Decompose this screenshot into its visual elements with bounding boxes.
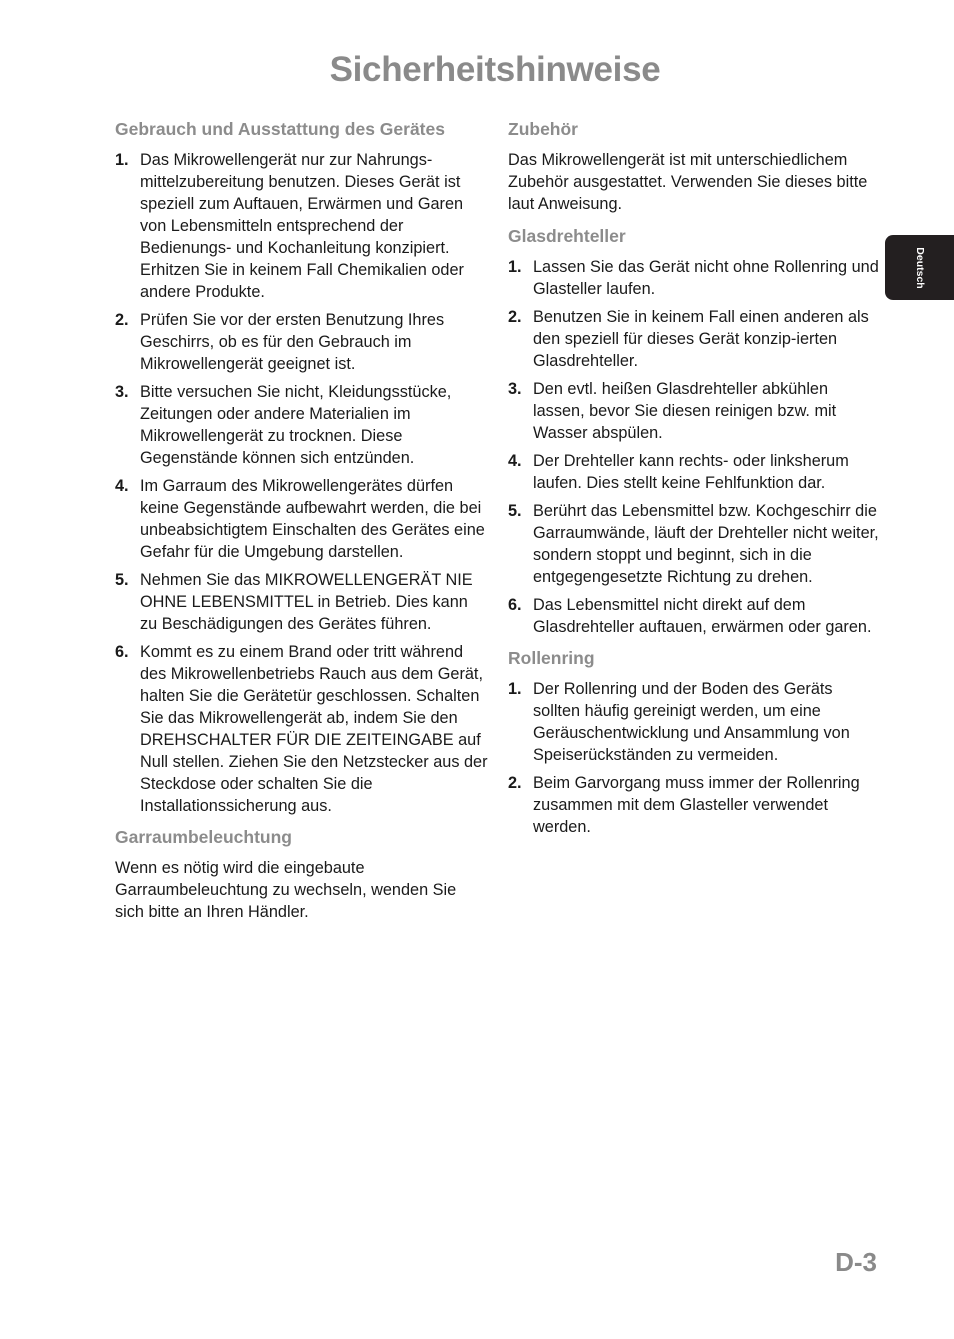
page-title: Sicherheitshinweise <box>329 50 661 89</box>
list-number: 2. <box>508 308 522 326</box>
list-number: 1. <box>508 680 522 698</box>
right-column <box>508 115 880 844</box>
list-number: 2. <box>508 774 522 792</box>
list-text: Das Mikrowellengerät nur zur Nahrungs-mittelzubereitung benutzen. Dieses Gerät ist speziell zum Auftauen, Erwärmen und Garen von Lebensmitteln entsprechend der Bedienungs- und Kochanleitung konzipiert. Erhitzen Sie in keinem Fall Chemikalien oder andere Produkte. <box>140 151 464 301</box>
list-number: 1. <box>508 258 522 276</box>
list-text: Den evtl. heißen Glasdrehteller abkühlen lassen, bevor Sie diesen reinigen bzw. mit Wasser abspülen. <box>533 380 837 442</box>
list-number: 1. <box>115 151 129 169</box>
list-text: Berührt das Lebensmittel bzw. Kochgeschirr die Garraumwände, läuft der Drehteller nicht weiter, sondern stoppt und beginnt, sich in die entgegengesetzte Richtung zu drehen. <box>533 502 879 586</box>
list-item <box>115 569 489 635</box>
list-item <box>508 772 880 838</box>
list-text: Der Drehteller kann rechts- oder linksherum laufen. Dies stellt keine Fehlfunktion dar. <box>533 452 849 492</box>
list-text: Das Lebensmittel nicht direkt auf dem Glasdrehteller auftauen, erwärmen oder garen. <box>533 596 872 636</box>
zubehoer-text: Das Mikrowellengerät ist mit unterschiedlichem Zubehör ausgestattet. Verwenden Sie dieses bitte laut Anweisung. <box>508 151 868 213</box>
list-item <box>508 306 880 372</box>
list-number: 3. <box>115 383 129 401</box>
list-text: Der Rollenring und der Boden des Geräts sollten häufig gereinigt werden, um eine Geräuschentwicklung und Ansammlung von Speiserückständen zu vermeiden. <box>533 680 850 764</box>
list-item <box>508 450 880 494</box>
list-number: 5. <box>508 502 522 520</box>
list-item <box>115 149 489 303</box>
list-number: 4. <box>508 452 522 470</box>
list-text: Lassen Sie das Gerät nicht ohne Rollenring und Glasteller laufen. <box>533 258 879 298</box>
glasdrehteller-list <box>508 256 880 638</box>
section-heading-garraumbeleuchtung: Garraumbeleuchtung <box>115 827 292 847</box>
page-number: D-3 <box>835 1247 877 1277</box>
list-item <box>115 641 489 817</box>
list-number: 6. <box>508 596 522 614</box>
gebrauch-list <box>115 149 489 817</box>
list-item <box>508 256 880 300</box>
list-item <box>508 594 880 638</box>
list-text: Prüfen Sie vor der ersten Benutzung Ihres Geschirrs, ob es für den Gebrauch im Mikrowellengerät geeignet ist. <box>140 311 445 373</box>
language-tab <box>885 235 954 300</box>
list-number: 3. <box>508 380 522 398</box>
list-text: Beim Garvorgang muss immer der Rollenring zusammen mit dem Glasteller verwendet werden. <box>533 774 860 836</box>
list-text: Bitte versuchen Sie nicht, Kleidungsstücke, Zeitungen oder andere Materialien im Mikrowellengerät zu trocknen. Diese Gegenstände können sich entzünden. <box>140 383 452 467</box>
list-item <box>115 381 489 469</box>
section-heading-zubehoer: Zubehör <box>508 119 578 139</box>
list-item <box>115 475 489 563</box>
list-text: Im Garraum des Mikrowellengerätes dürfen keine Gegenstände aufbewahrt werden, die bei unbeabsichtigtem Einschalten des Gerätes eine Gefahr für die Umgebung darstellen. <box>140 477 485 561</box>
list-text: Benutzen Sie in keinem Fall einen anderen als den speziell für dieses Gerät konzip-ierten Glasdrehteller. <box>533 308 869 370</box>
garraumbeleuchtung-text: Wenn es nötig wird die eingebaute Garraumbeleuchtung zu wechseln, wenden Sie sich bitte an Ihren Händler. <box>115 859 457 921</box>
list-number: 5. <box>115 571 129 589</box>
list-item <box>508 500 880 588</box>
section-heading-glasdrehteller: Glasdrehteller <box>508 226 626 246</box>
section-heading-gebrauch: Gebrauch und Ausstattung des Gerätes <box>115 119 445 139</box>
list-number: 4. <box>115 477 129 495</box>
left-column <box>115 115 489 930</box>
list-text: Kommt es zu einem Brand oder tritt während des Mikrowellenbetriebs Rauch aus dem Gerät, halten Sie die Gerätetür geschlossen. Schalten Sie das Mikrowellengerät ab, indem Sie den DREHSCHALTER FÜR DIE ZEITEINGABE auf Null stellen. Ziehen Sie den Netzstecker aus der Steckdose oder schalten Sie die Installationssicherung aus. <box>140 643 488 815</box>
list-text: Nehmen Sie das MIKROWELLENGERÄT NIE OHNE LEBENSMITTEL in Betrieb. Dies kann zu Beschädigungen des Gerätes führen. <box>140 571 473 633</box>
list-item <box>508 378 880 444</box>
section-heading-rollenring: Rollenring <box>508 648 595 668</box>
list-number: 2. <box>115 311 129 329</box>
list-item <box>115 309 489 375</box>
rollenring-list <box>508 678 880 838</box>
language-tab-label: Deutsch <box>913 246 926 289</box>
list-number: 6. <box>115 643 129 661</box>
list-item <box>508 678 880 766</box>
